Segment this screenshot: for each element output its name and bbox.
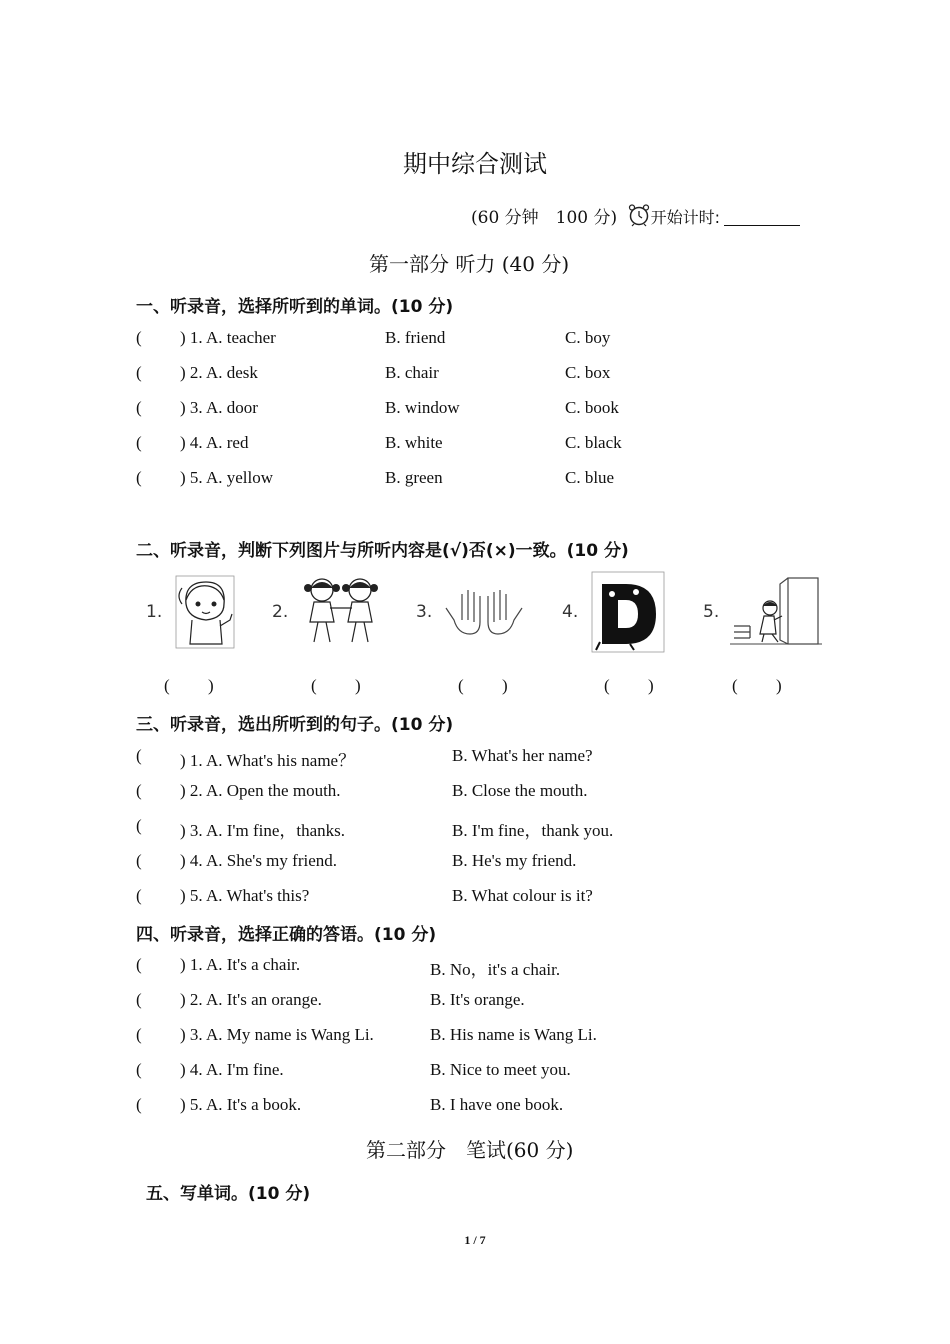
answer-paren[interactable]: (: [136, 1060, 142, 1079]
picture-answer-open[interactable]: (: [311, 676, 317, 695]
option-c: C. book: [565, 398, 619, 417]
letter-d-face-icon: [590, 570, 666, 654]
picture-number: 4.: [562, 602, 579, 622]
option-b: B. He's my friend.: [452, 851, 577, 870]
question-stem: ) 4. A. She's my friend.: [180, 851, 337, 870]
option-c: C. blue: [565, 468, 615, 487]
part1-title: 第一部分 听力 (40 分): [369, 252, 570, 276]
answer-paren[interactable]: (: [136, 328, 142, 347]
question-stem: ) 4. A. red: [180, 433, 249, 452]
picture-answer-close: ): [208, 676, 214, 695]
answer-paren[interactable]: (: [136, 781, 142, 800]
timer-blank[interactable]: [724, 209, 800, 226]
time-info: [471, 203, 800, 228]
girl-pointing-icon: [172, 574, 238, 650]
option-b: B. No，it's a chair.: [430, 960, 561, 979]
picture-answer-open[interactable]: (: [604, 676, 610, 695]
answer-paren[interactable]: (: [136, 398, 142, 417]
question-stem: ) 3. A. I'm fine，thanks.: [180, 821, 346, 840]
boy-door-icon: [730, 576, 822, 648]
alarm-clock-icon: [627, 203, 651, 227]
option-b: B. white: [385, 433, 443, 452]
answer-paren[interactable]: (: [136, 886, 142, 905]
option-c: C. box: [565, 363, 611, 382]
answer-paren[interactable]: (: [136, 363, 142, 382]
picture-answer-close: ): [355, 676, 361, 695]
question-stem: ) 2. A. desk: [180, 363, 258, 382]
section1-heading: 一、听录音，选择所听到的单词。(10 分): [136, 297, 454, 317]
question-stem: ) 2. A. Open the mouth.: [180, 781, 341, 800]
question-stem: ) 1. A. It's a chair.: [180, 955, 301, 974]
picture-number: 3.: [416, 602, 433, 622]
picture-answer-open[interactable]: (: [732, 676, 738, 695]
option-b: B. I'm fine，thank you.: [452, 821, 614, 840]
hands-icon: [440, 586, 528, 638]
option-b: B. Nice to meet you.: [430, 1060, 571, 1079]
section5-heading: 五、写单词。(10 分): [146, 1184, 311, 1204]
picture-answer-open[interactable]: (: [164, 676, 170, 695]
question-stem: ) 5. A. What's this?: [180, 886, 310, 905]
section4-heading: 四、听录音，选择正确的答语。(10 分): [136, 925, 437, 945]
answer-paren[interactable]: (: [136, 433, 142, 452]
timer-label: 开始计时:: [650, 208, 720, 227]
part2-title: 第二部分 笔试(60 分): [366, 1138, 574, 1162]
question-stem: ) 1. A. teacher: [180, 328, 276, 347]
question-stem: ) 2. A. It's an orange.: [180, 990, 322, 1009]
answer-paren[interactable]: (: [136, 990, 142, 1009]
picture-answer-close: ): [502, 676, 508, 695]
answer-paren[interactable]: (: [136, 468, 142, 487]
option-b: B. green: [385, 468, 443, 487]
two-girls-icon: [300, 574, 382, 646]
option-b: B. I have one book.: [430, 1095, 564, 1114]
option-b: B. friend: [385, 328, 446, 347]
question-stem: ) 3. A. My name is Wang Li.: [180, 1025, 374, 1044]
option-b: B. What's her name?: [452, 746, 593, 765]
question-stem: ) 1. A. What's his name？: [180, 751, 356, 770]
question-stem: ) 4. A. I'm fine.: [180, 1060, 284, 1079]
answer-paren[interactable]: (: [136, 1095, 142, 1114]
option-b: B. It's orange.: [430, 990, 525, 1009]
option-c: C. black: [565, 433, 622, 452]
answer-paren[interactable]: (: [136, 955, 142, 974]
answer-paren[interactable]: (: [136, 746, 142, 765]
picture-number: 2.: [272, 602, 289, 622]
option-b: B. window: [385, 398, 460, 417]
answer-paren[interactable]: (: [136, 851, 142, 870]
section2-heading: 二、听录音，判断下列图片与所听内容是(√)否(×)一致。(10 分): [136, 541, 629, 561]
answer-paren[interactable]: (: [136, 816, 142, 835]
time-info-text: (60 分钟 100 分): [471, 208, 618, 228]
picture-number: 5.: [703, 602, 720, 622]
answer-paren[interactable]: (: [136, 1025, 142, 1044]
section3-heading: 三、听录音，选出所听到的句子。(10 分): [136, 715, 454, 735]
option-b: B. His name is Wang Li.: [430, 1025, 597, 1044]
option-b: B. Close the mouth.: [452, 781, 588, 800]
page-title: 期中综合测试: [403, 150, 547, 178]
question-stem: ) 3. A. door: [180, 398, 258, 417]
option-b: B. chair: [385, 363, 439, 382]
question-stem: ) 5. A. It's a book.: [180, 1095, 302, 1114]
picture-number: 1.: [146, 602, 163, 622]
picture-answer-close: ): [776, 676, 782, 695]
question-stem: ) 5. A. yellow: [180, 468, 274, 487]
picture-answer-close: ): [648, 676, 654, 695]
option-b: B. What colour is it?: [452, 886, 593, 905]
picture-answer-open[interactable]: (: [458, 676, 464, 695]
page-number: 1 / 7: [464, 1233, 486, 1247]
option-c: C. boy: [565, 328, 611, 347]
